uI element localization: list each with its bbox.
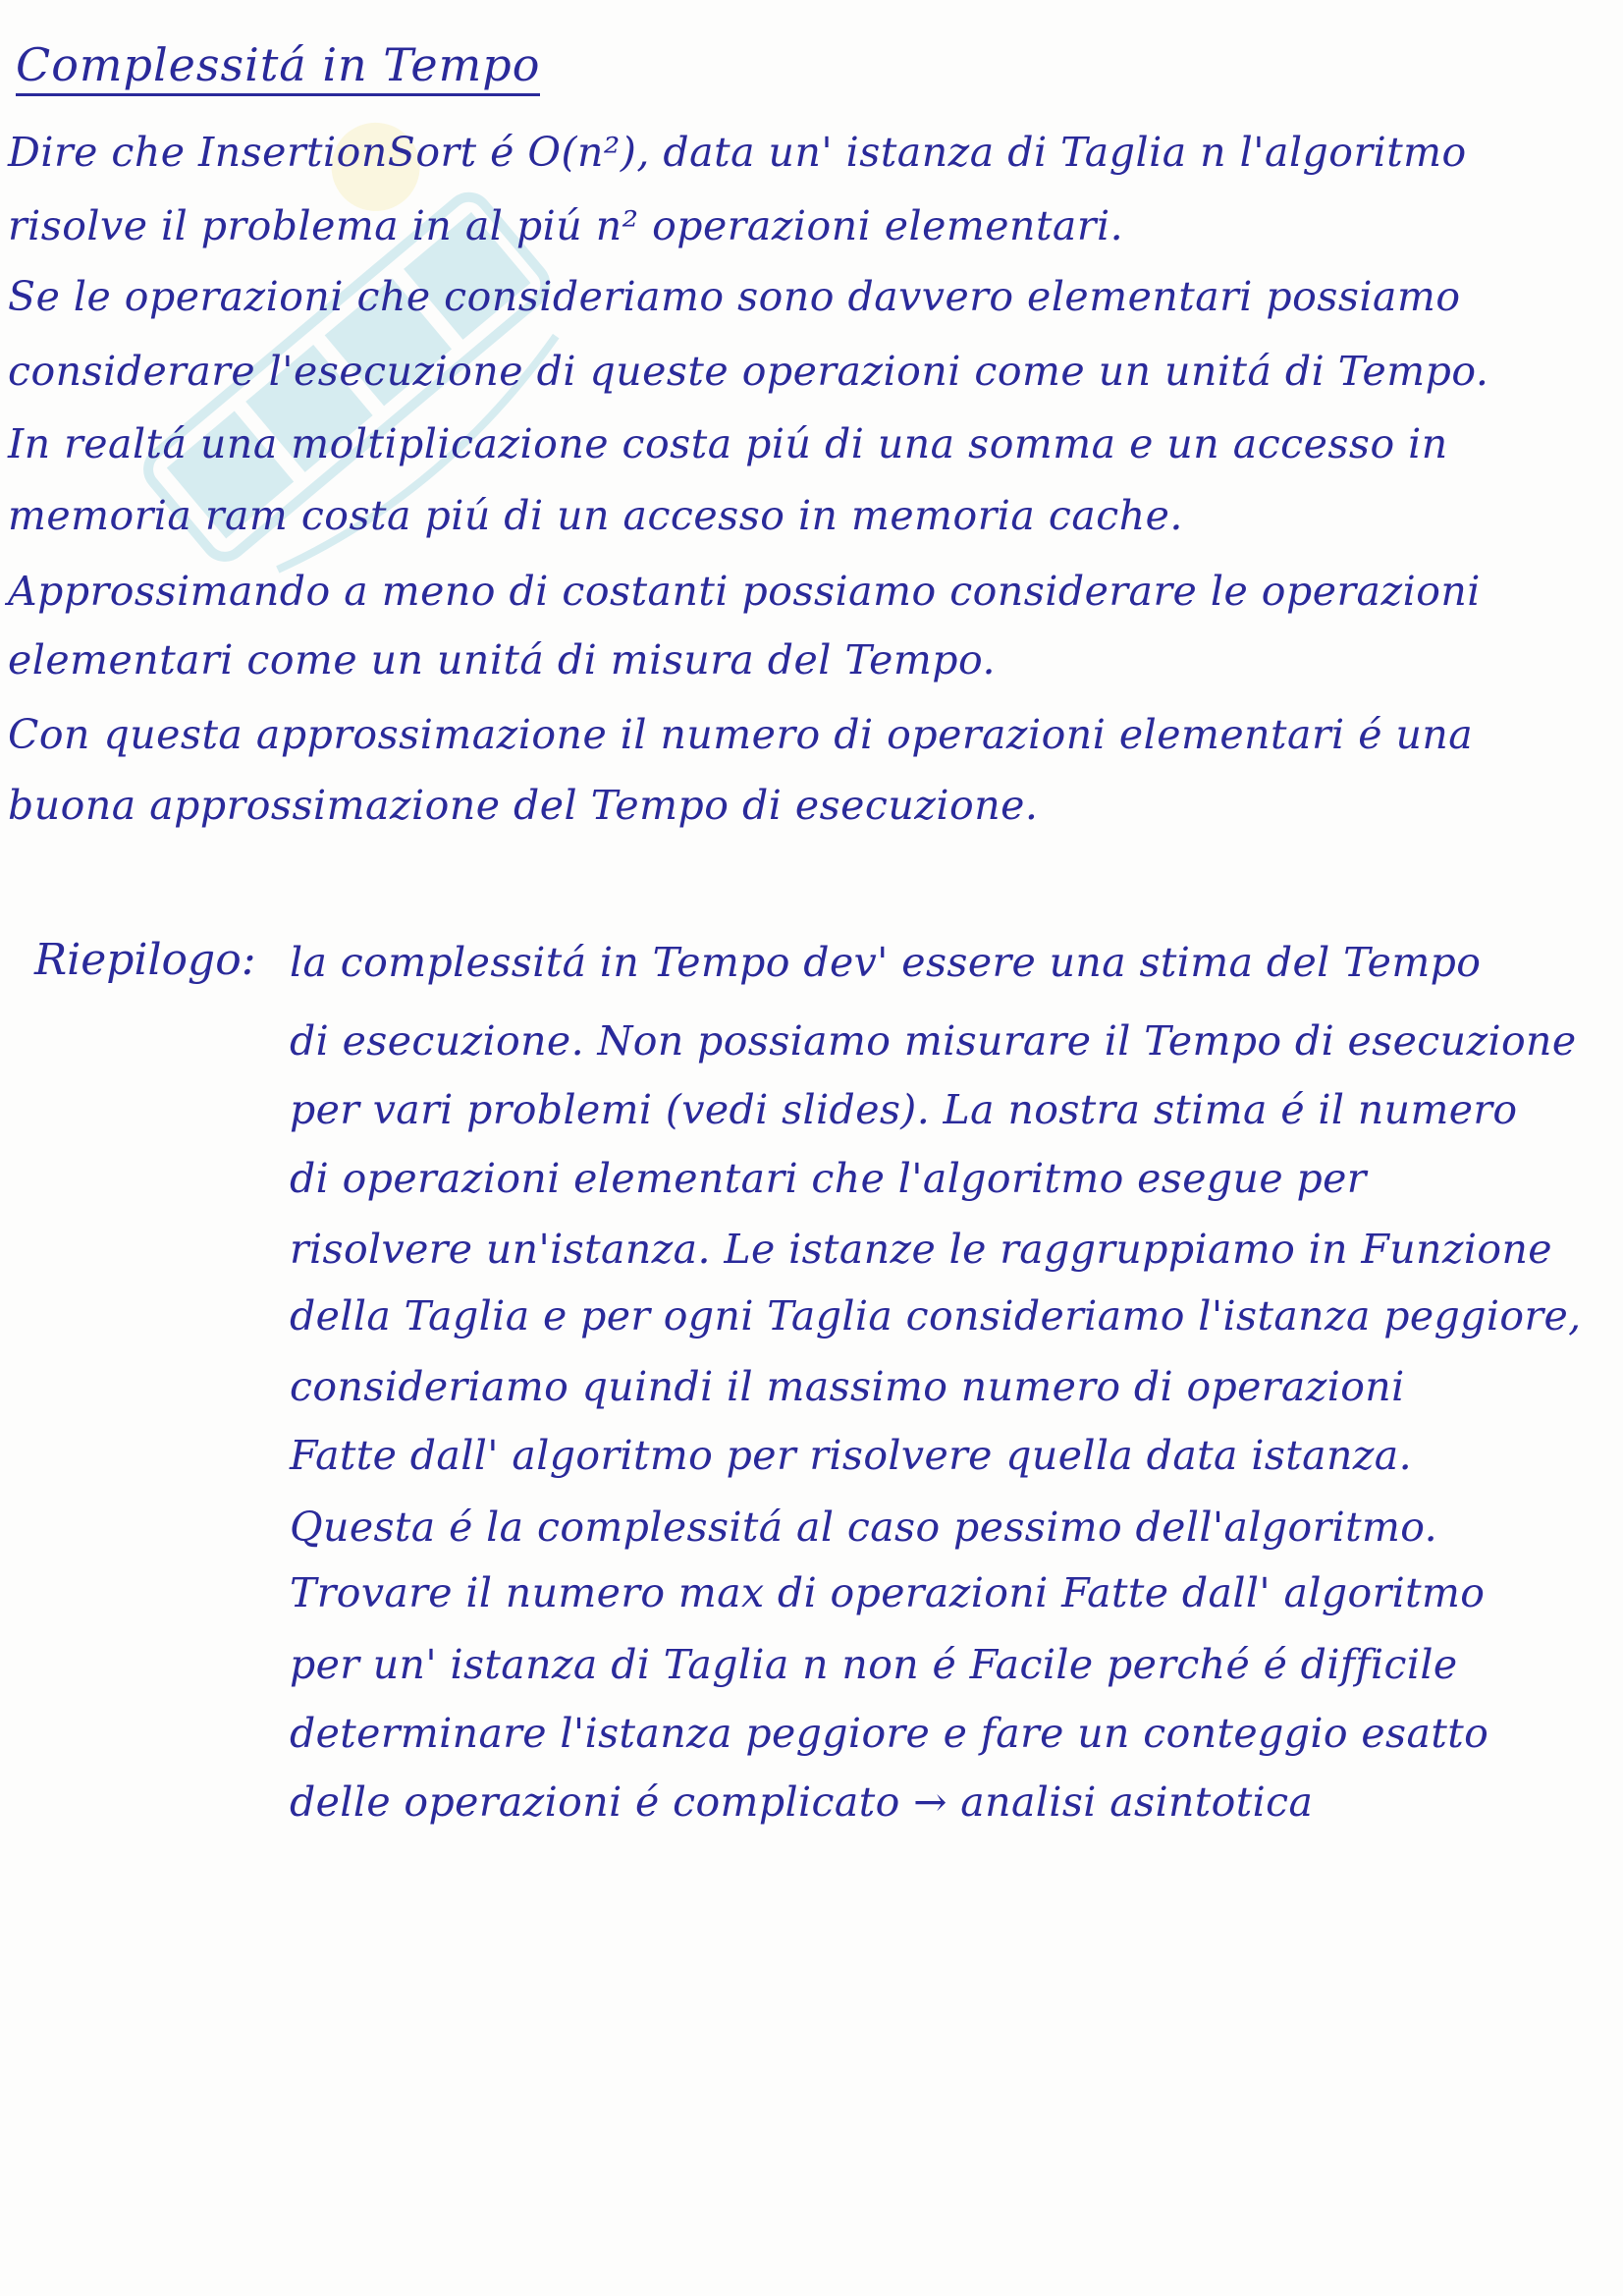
paragraph-line: Se le operazioni che consideriamo sono davvero elementari possiamo (8, 273, 1461, 320)
recap-line: della Taglia e per ogni Taglia consideriamo l'istanza peggiore, (290, 1292, 1582, 1339)
recap-label: Riepilogo: (34, 935, 256, 985)
recap-line: per vari problemi (vedi slides). La nostra stima é il numero (290, 1086, 1518, 1133)
paragraph-line: elementari come un unitá di misura del Tempo. (8, 636, 996, 683)
paragraph-line: Dire che InsertionSort é O(n²), data un' istanza di Taglia n l'algoritmo (8, 129, 1467, 176)
recap-line: consideriamo quindi il massimo numero di operazioni (290, 1363, 1405, 1410)
page-title: Complessitá in Tempo (16, 39, 540, 96)
recap-line: Fatte dall' algoritmo per risolvere quella data istanza. (290, 1432, 1413, 1479)
paragraph-line: Approssimando a meno di costanti possiamo considerare le operazioni (8, 568, 1481, 615)
paragraph-line: Con questa approssimazione il numero di operazioni elementari é una (8, 711, 1474, 758)
recap-line: delle operazioni é complicato → analisi asintotica (290, 1778, 1314, 1826)
paragraph-line: risolve il problema in al piú n² operazioni elementari. (8, 202, 1124, 249)
recap-line: la complessitá in Tempo dev' essere una stima del Tempo (290, 939, 1482, 986)
recap-line: Trovare il numero max di operazioni Fatte dall' algoritmo (290, 1569, 1486, 1616)
recap-line: di esecuzione. Non possiamo misurare il Tempo di esecuzione (290, 1017, 1577, 1065)
recap-line: determinare l'istanza peggiore e fare un conteggio esatto (290, 1710, 1489, 1757)
recap-line: di operazioni elementari che l'algoritmo esegue per (290, 1155, 1367, 1202)
recap-line: risolvere un'istanza. Le istanze le raggruppiamo in Funzione (290, 1226, 1552, 1273)
paragraph-line: In realtá una moltiplicazione costa piú di una somma e un accesso in (8, 420, 1448, 467)
paragraph-line: buona approssimazione del Tempo di esecuzione. (8, 782, 1039, 829)
recap-line: Questa é la complessitá al caso pessimo dell'algoritmo. (290, 1503, 1438, 1551)
paragraph-line: memoria ram costa piú di un accesso in memoria cache. (8, 492, 1183, 539)
recap-line: per un' istanza di Taglia n non é Facile perché é difficile (290, 1641, 1458, 1688)
paragraph-line: considerare l'esecuzione di queste operazioni come un unitá di Tempo. (8, 348, 1489, 395)
